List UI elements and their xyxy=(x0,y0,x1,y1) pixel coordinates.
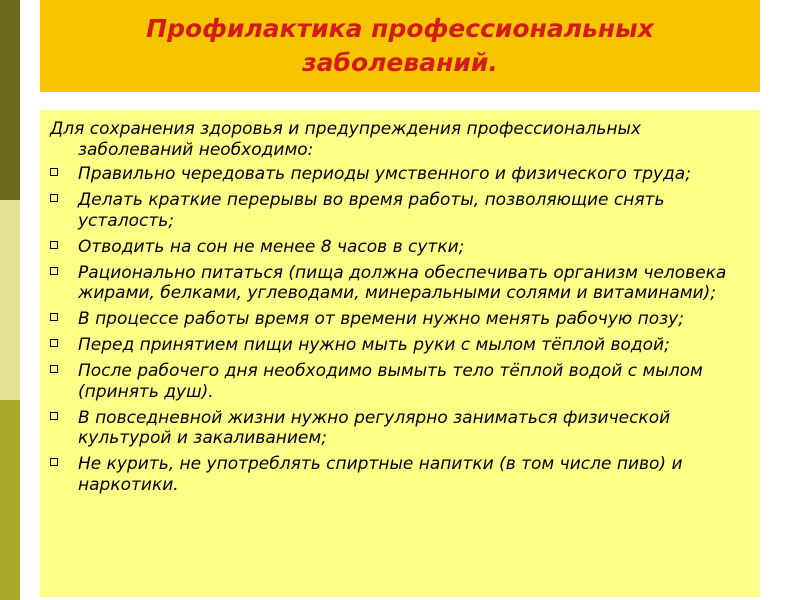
square-bullet-icon xyxy=(50,194,58,202)
title-banner xyxy=(40,0,760,92)
decorative-stripe-bottom xyxy=(0,400,20,600)
intro-line-1: Для сохранения здоровья и предупреждения профессиональных xyxy=(50,119,641,139)
list-item xyxy=(50,309,746,330)
list-item-text: Рационально питаться (пища должна обеспечивать организм человека жирами, белками, углеводами, минеральными солями и витаминами); xyxy=(78,262,727,303)
list-item xyxy=(50,190,746,231)
list-item xyxy=(50,361,746,402)
intro-line-2: заболеваний необходимо: xyxy=(78,139,314,160)
list-item-text: Перед принятием пищи нужно мыть руки с мылом тёплой водой; xyxy=(78,335,670,355)
square-bullet-icon xyxy=(50,168,58,176)
list-item xyxy=(50,454,746,495)
list-item xyxy=(50,408,746,449)
intro-paragraph xyxy=(50,119,746,160)
list-item xyxy=(50,335,746,356)
list-item xyxy=(50,237,746,258)
decorative-stripe-top xyxy=(0,0,20,200)
square-bullet-icon xyxy=(50,365,58,373)
list-item-text: Правильно чередовать периоды умственного и физического труда; xyxy=(78,164,691,184)
list-item-text: После рабочего дня необходимо вымыть тело тёплой водой с мылом (принять душ). xyxy=(78,361,703,402)
decorative-stripe-middle xyxy=(0,200,20,400)
list-item-text: Делать краткие перерывы во время работы, позволяющие снять усталость; xyxy=(78,190,665,231)
list-item-text: Отводить на сон не менее 8 часов в сутки; xyxy=(78,236,465,257)
square-bullet-icon xyxy=(50,267,58,275)
list-item xyxy=(50,164,746,185)
list-item-text: Не курить, не употреблять спиртные напитки (в том числе пиво) и наркотики. xyxy=(78,454,683,495)
square-bullet-icon xyxy=(50,339,58,347)
prevention-list xyxy=(50,164,746,495)
slide-title: Профилактика профессиональных заболеваний. xyxy=(146,14,654,77)
content-panel xyxy=(40,110,760,597)
square-bullet-icon xyxy=(50,313,58,321)
square-bullet-icon xyxy=(50,241,58,249)
square-bullet-icon xyxy=(50,412,58,420)
list-item xyxy=(50,263,746,304)
list-item-text: В повседневной жизни нужно регулярно заниматься физической культурой и закаливанием; xyxy=(78,407,671,448)
list-item-text: В процессе работы время от времени нужно менять рабочую позу; xyxy=(78,309,684,329)
square-bullet-icon xyxy=(50,458,58,466)
